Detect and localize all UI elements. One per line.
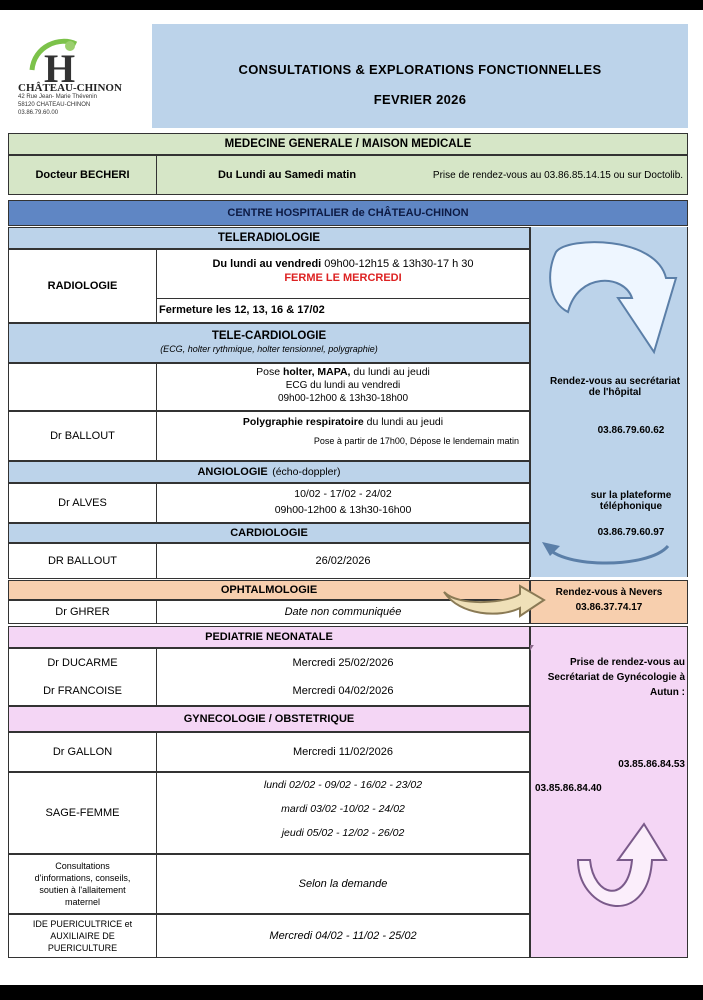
rdv-autun-text: Prise de rendez-vous au Secrétariat de Gynécologie à Autun :: [547, 657, 685, 698]
telecardio-pose-row: [8, 363, 530, 411]
consult-row: [8, 854, 530, 914]
ophtalmo-rdv-panel: [530, 580, 688, 624]
medecine-rdv: Prise de rendez-vous au 03.86.85.14.15 ou sur Doctolib.: [432, 169, 684, 181]
ide-label: IDE PUERICULTRICE et AUXILIAIRE DE PUERICULTURE: [9, 915, 157, 957]
pediatrie-doctor-2: Dr FRANCOISE: [9, 677, 157, 705]
ophtalmo-date: Date non communiquée: [284, 606, 402, 618]
angio-doctor: Dr ALVES: [9, 484, 157, 522]
sage-line-1: lundi 02/02 - 09/02 - 16/02 - 23/02: [263, 779, 423, 791]
address-line-1: 42 Rue Jean- Marie Thévenin: [18, 94, 97, 100]
hopital-heading-text: CENTRE HOSPITALIER de CHÂTEAU-CHINON: [227, 207, 469, 219]
telecardio-heading-text: TELE-CARDIOLOGIE: [211, 330, 327, 342]
angio-row: [8, 483, 530, 523]
teleradio-heading-text: TELERADIOLOGIE: [217, 232, 321, 244]
gyneco-heading-text: GYNECOLOGIE / OBSTETRIQUE: [183, 713, 355, 725]
angio-heading-text: ANGIOLOGIE: [197, 466, 268, 478]
sage-line-3: jeudi 05/02 - 12/02 - 26/02: [281, 827, 405, 839]
pose-types: holter, MAPA,: [282, 366, 351, 378]
pediatrie-date-2: Mercredi 04/02/2026: [292, 685, 394, 697]
page-title: CONSULTATIONS & EXPLORATIONS FONCTIONNELLES: [238, 62, 602, 77]
curved-arrow-up-icon: [568, 820, 678, 930]
medecine-schedule: Du Lundi au Samedi matin: [217, 169, 357, 181]
ophtalmo-rdv: Rendez-vous à Nevers: [555, 587, 663, 598]
ecg-hours: 09h00-12h00 & 13h30-18h00: [277, 393, 409, 404]
sage-femme-row: [8, 772, 530, 854]
radiologie-row: [8, 249, 530, 323]
ophtalmo-phone: 03.86.37.74.17: [575, 602, 643, 613]
pediatrie-date-1: Mercredi 25/02/2026: [292, 657, 394, 669]
medecine-doctor: Docteur BECHERI: [9, 156, 157, 194]
rdv-platform-text: sur la plateforme téléphonique: [590, 490, 672, 512]
rdv-autun-phone-2: 03.85.86.84.40: [535, 783, 602, 794]
medecine-heading: [8, 133, 688, 155]
gyneco-date: Mercredi 11/02/2026: [292, 746, 394, 758]
poly-label: Polygraphie respiratoire: [242, 416, 364, 428]
header-panel: [152, 24, 688, 128]
consult-label: Consultations d'informations, conseils, soutien à l'allaitement maternel: [9, 855, 157, 913]
address-phone: 03.86.79.60.00: [18, 110, 59, 116]
ophtalmo-doctor: Dr GHRER: [9, 601, 157, 623]
ide-when: Mercredi 04/02 - 11/02 - 25/02: [269, 930, 417, 942]
poly-pose: Pose à partir de 17h00, Dépose le lendemain matin: [313, 436, 519, 446]
angio-hours: 09h00-12h00 & 13h30-16h00: [274, 504, 412, 516]
radiologie-closed: FERME LE MERCREDI: [284, 272, 402, 284]
cardio-row: [8, 543, 530, 579]
radiologie-hours-times: 09h00-12h15 & 13h30-17 h 30: [324, 258, 474, 270]
ophtalmo-heading-text: OPHTALMOLOGIE: [220, 584, 318, 596]
radiologie-service: RADIOLOGIE: [9, 250, 157, 322]
logo-text: CHÂTEAU-CHINON: [18, 82, 122, 94]
ecg-days: ECG du lundi au vendredi: [285, 380, 401, 391]
rdv-hopital-text: Rendez-vous au secrétariat de l'hôpital: [549, 376, 681, 398]
gyneco-heading: [8, 706, 530, 732]
address-line-2: 58120 CHATEAU-CHINON: [18, 102, 91, 108]
medecine-row: [8, 155, 688, 195]
telecardio-sub: (ECG, holter rythmique, holter tensionnel, polygraphie): [160, 344, 378, 354]
ide-row: [8, 914, 530, 958]
pediatrie-doctor-1: Dr DUCARME: [9, 649, 157, 677]
consult-when: Selon la demande: [298, 878, 388, 890]
cardio-heading: [8, 523, 530, 543]
rdv-autun-phone-1: 03.85.86.84.53: [618, 759, 685, 770]
radiologie-hours: [157, 250, 529, 298]
gyneco-doctor: Dr GALLON: [9, 733, 157, 771]
telecardio-doctor: Dr BALLOUT: [9, 412, 157, 460]
teleradio-heading: [8, 227, 530, 249]
rdv-hopital-phone: 03.86.79.60.62: [597, 424, 665, 436]
angio-heading: [8, 461, 530, 483]
curved-arrow-down-icon: [538, 232, 686, 362]
arrow-right-icon: [440, 582, 550, 622]
pose-days: du lundi au jeudi: [353, 366, 430, 378]
poly-days: du lundi au jeudi: [366, 416, 444, 428]
angio-dates: 10/02 - 17/02 - 24/02: [294, 488, 392, 500]
hopital-heading: [8, 200, 688, 226]
cardio-doctor: DR BALLOUT: [9, 544, 157, 578]
cardio-date: 26/02/2026: [315, 555, 371, 567]
page-subtitle: FEVRIER 2026: [373, 92, 467, 107]
pediatrie-heading: [8, 626, 530, 648]
curved-arrow-small-icon: [538, 540, 686, 574]
sage-femme-label: SAGE-FEMME: [9, 773, 157, 853]
medecine-heading-text: MEDECINE GENERALE / MAISON MEDICALE: [224, 138, 472, 150]
rdv-platform-phone: 03.86.79.60.97: [597, 526, 665, 538]
angio-heading-sub: (écho-doppler): [272, 466, 341, 478]
telecardio-heading: [8, 323, 530, 363]
sage-line-2: mardi 03/02 -10/02 - 24/02: [281, 803, 405, 815]
pediatrie-rows: [8, 648, 530, 706]
pediatrie-heading-text: PEDIATRIE NEONATALE: [205, 631, 333, 643]
hospital-logo: [14, 30, 149, 122]
gyneco-row: [8, 732, 530, 772]
pose-label: Pose: [256, 366, 281, 378]
cardio-heading-text: CARDIOLOGIE: [230, 527, 308, 539]
telecardio-poly-row: [8, 411, 530, 461]
svg-text:H: H: [44, 46, 76, 90]
radiologie-hours-days: Du lundi au vendredi: [212, 258, 322, 270]
radiologie-fermeture: Fermeture les 12, 13, 16 & 17/02: [157, 298, 529, 322]
logo-emblem-icon: [14, 30, 149, 90]
